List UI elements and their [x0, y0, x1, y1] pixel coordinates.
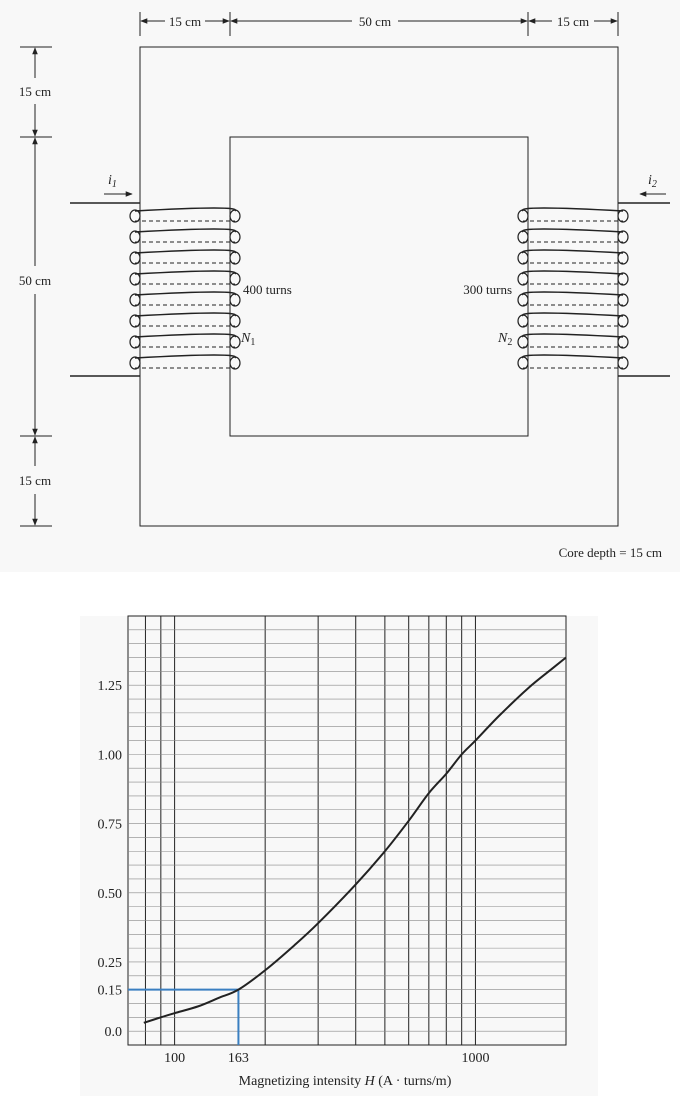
current-2-label: $i_2$	[648, 173, 657, 190]
core-depth-label: Core depth = 15 cm	[558, 545, 662, 560]
x-axis-label: Magnetizing intensity H (A · turns/m)	[238, 1074, 452, 1089]
y-tick-label: 0.15	[97, 983, 122, 999]
dim-top-right-label: 15 cm	[556, 14, 590, 29]
dim-top-left-label: 15 cm	[168, 14, 202, 29]
coil-1-symbol: $N_1$	[241, 331, 256, 348]
current-1-label: $i_1$	[108, 173, 117, 190]
bh-chart	[80, 616, 598, 1096]
coil-1-turns-label: 400 turns	[243, 282, 292, 297]
y-tick-label: 1.25	[97, 679, 122, 695]
dim-left-bottom-label: 15 cm	[18, 473, 52, 488]
dim-top-middle-label: 50 cm	[358, 14, 392, 29]
dim-left-top-label: 15 cm	[18, 84, 52, 99]
x-tick-label: 1000	[461, 1051, 490, 1066]
y-tick-label: 0.0	[104, 1025, 122, 1041]
y-tick-label: 0.25	[97, 955, 122, 971]
y-tick-label: 0.50	[97, 886, 122, 902]
x-tick-label: 100	[164, 1051, 186, 1066]
coil-2-symbol: $N_2$	[498, 331, 513, 348]
coil-2-turns-label: 300 turns	[463, 282, 512, 297]
y-tick-label: 0.75	[97, 817, 122, 833]
dim-left-middle-label: 50 cm	[18, 273, 52, 288]
y-tick-label: 1.00	[97, 748, 122, 764]
x-tick-label: 163	[227, 1051, 249, 1066]
chart-background	[80, 616, 598, 1096]
